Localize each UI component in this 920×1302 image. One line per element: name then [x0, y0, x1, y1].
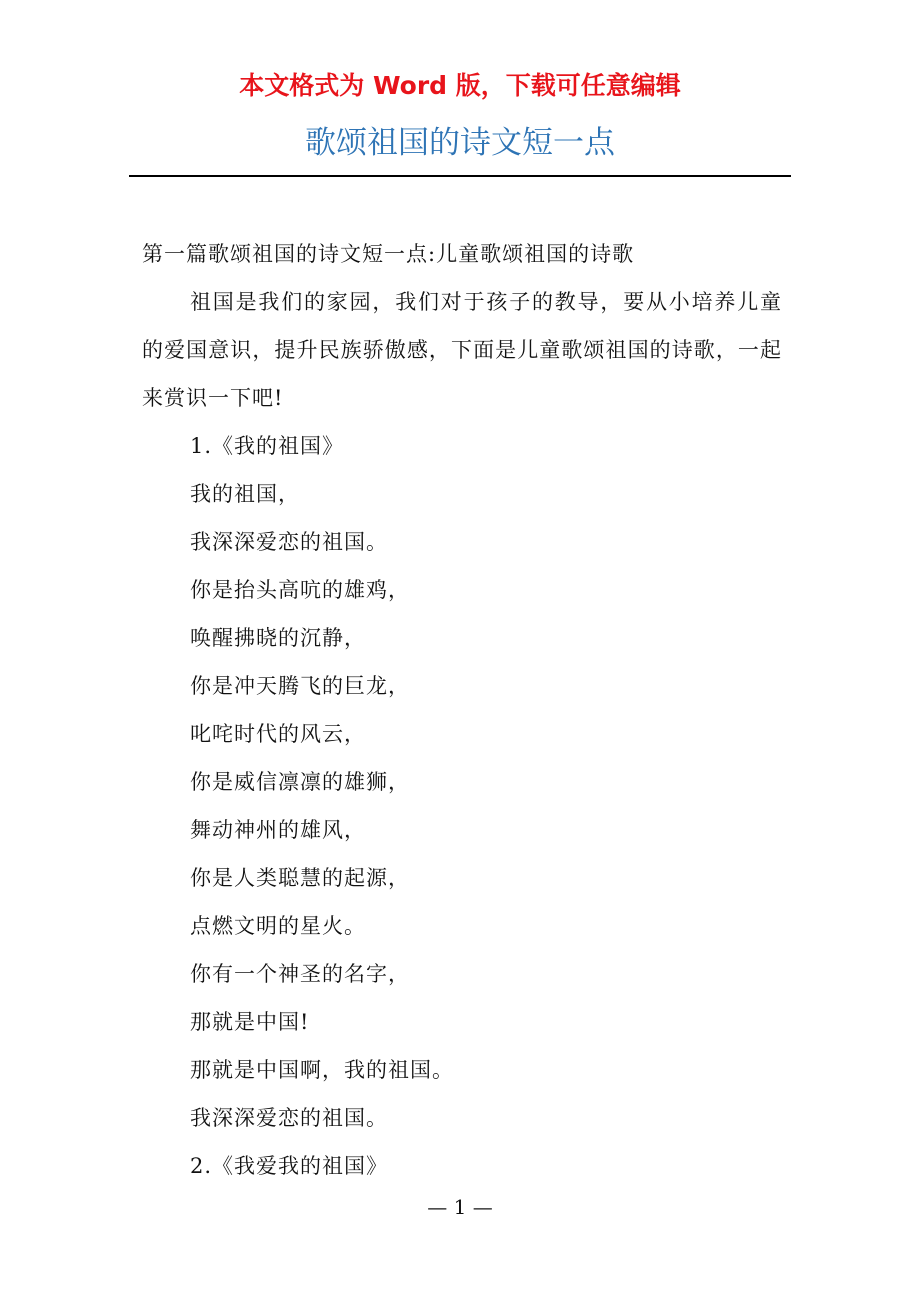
poem-line: 你是抬头高吭的雄鸡， [190, 578, 410, 602]
section-heading: 第一篇歌颂祖国的诗文短一点:儿童歌颂祖国的诗歌 [142, 242, 635, 266]
poem-2-title: 2.《我爱我的祖国》 [190, 1154, 389, 1178]
poem-line: 你是冲天腾飞的巨龙， [190, 674, 410, 698]
poem-line: 你是人类聪慧的起源， [190, 866, 410, 890]
poem-line: 你有一个神圣的名字， [190, 962, 410, 986]
intro-paragraph: 祖国是我们的家园，我们对于孩子的教导，要从小培养儿童的爱国意识，提升民族骄傲感，下面是儿童歌颂祖国的诗歌，一起来赏识一下吧! [142, 290, 782, 410]
document-title: 歌颂祖国的诗文短一点 [305, 125, 615, 161]
poem-line: 叱咤时代的风云， [190, 722, 366, 746]
poem-line: 我深深爱恋的祖国。 [190, 530, 388, 554]
poem-line: 我深深爱恋的祖国。 [190, 1106, 388, 1130]
poem-line: 那就是中国! [190, 1010, 310, 1034]
document-body [142, 230, 782, 1190]
poem-line: 我的祖国， [190, 482, 300, 506]
title-divider [129, 175, 791, 177]
poem-line: 唤醒拂晓的沉静， [190, 626, 366, 650]
poem-line: 那就是中国啊，我的祖国。 [190, 1058, 454, 1082]
poem-line: 点燃文明的星火。 [190, 914, 366, 938]
download-notice-banner: 本文格式为 Word 版，下载可任意编辑 [239, 71, 681, 100]
poem-line: 你是威信凛凛的雄狮， [190, 770, 410, 794]
page-number: — 1 — [427, 1195, 493, 1219]
poem-1-title: 1.《我的祖国》 [190, 434, 345, 458]
poem-line: 舞动神州的雄风， [190, 818, 366, 842]
